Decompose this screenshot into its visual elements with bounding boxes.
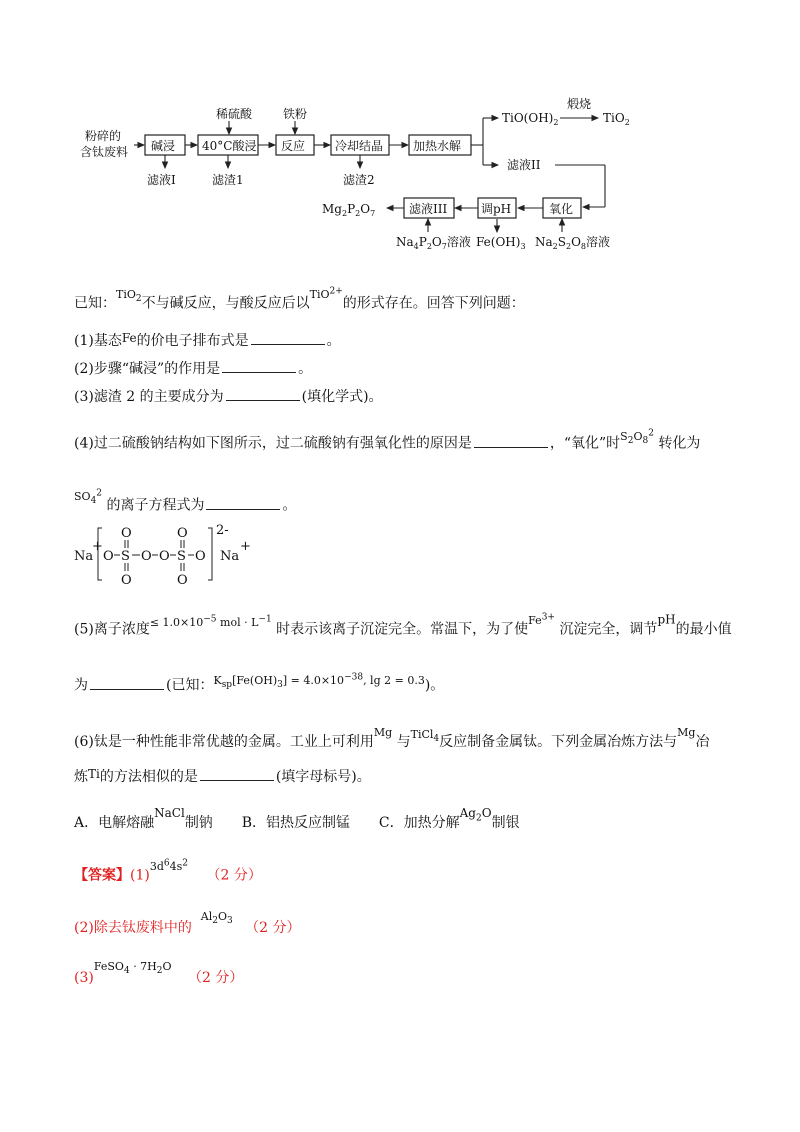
flow-tio-oh2: $TiO(OH)_2$ bbox=[502, 111, 559, 127]
flow-calcine: 煅烧 bbox=[567, 97, 592, 111]
svg-text:S: S bbox=[177, 549, 186, 564]
answer-blank[interactable] bbox=[474, 435, 548, 448]
question-3: (3)滤渣 2 的主要成分为 (填化学式)。 bbox=[74, 389, 383, 405]
question-2: (2)步骤“碱浸”的作用是 。 bbox=[74, 361, 313, 377]
flow-input-na4p2o7: $Na_4P_2O_7$溶液 bbox=[396, 235, 471, 251]
answer-blank[interactable] bbox=[206, 497, 280, 510]
option-c[interactable]: C．加热分解$Ag_2O$制银 bbox=[378, 806, 520, 831]
svg-text:O: O bbox=[159, 549, 170, 564]
svg-text:O: O bbox=[177, 573, 188, 588]
flow-input-line2: 含钛废料 bbox=[80, 145, 129, 159]
svg-text:O: O bbox=[121, 526, 132, 541]
answer-blank[interactable] bbox=[90, 677, 164, 690]
svg-text:反应: 反应 bbox=[281, 139, 306, 153]
persulfate-structure bbox=[70, 520, 270, 590]
flow-tio2: TiO$_2$ bbox=[603, 111, 630, 127]
answer-1: 【答案】$(1)^{3d^64s^2}$ （2 分） bbox=[74, 858, 262, 884]
question-6-options bbox=[74, 806, 520, 832]
question-4: (4)过二硫酸钠结构如下图所示，过二硫酸钠有强氧化性的原因是 ，“氧化”时$^{S_2O_8^2}$ 转化为 bbox=[74, 428, 701, 452]
question-6-line2: 炼Ti的方法相似的是 (填字母标号)。 bbox=[74, 767, 371, 785]
svg-text:氧化: 氧化 bbox=[549, 202, 574, 216]
answer-blank[interactable] bbox=[251, 332, 325, 345]
question-4-line2: $^{SO_4^2}$ 的离子方程式为 。 bbox=[74, 488, 297, 514]
svg-text:O: O bbox=[141, 549, 152, 564]
svg-text:碱浸: 碱浸 bbox=[151, 139, 176, 153]
flow-output-filtrate1: 滤液I bbox=[147, 173, 176, 187]
process-flowchart bbox=[0, 0, 800, 260]
flow-input-line1: 粉碎的 bbox=[85, 129, 122, 143]
flow-final-product: $Mg_2P_2O_7$ bbox=[322, 202, 376, 218]
flow-input-iron-powder: 铁粉 bbox=[283, 107, 308, 121]
option-b[interactable]: B．铝热反应制锰 bbox=[241, 815, 351, 831]
flow-output-residue1: 滤渣1 bbox=[212, 173, 244, 187]
svg-text:冷却结晶: 冷却结晶 bbox=[335, 139, 384, 153]
answer-blank[interactable] bbox=[222, 360, 296, 373]
question-5-line2: 为 (已知：$^{K_{sp}[Fe(OH)_3] = 4.0\times 10^{-38}, lg 2 = 0.3}$)。 bbox=[74, 672, 445, 694]
svg-text:O: O bbox=[103, 549, 114, 564]
svg-text:O: O bbox=[177, 526, 188, 541]
option-a[interactable]: A．电解熔融NaCl制钠 bbox=[74, 806, 213, 831]
flow-filtrate2: 滤液II bbox=[507, 158, 541, 172]
svg-text:+: + bbox=[92, 539, 103, 554]
answer-blank[interactable] bbox=[226, 388, 300, 401]
flow-input-sulfuric-acid: 稀硫酸 bbox=[216, 107, 253, 121]
answer-3: $(3)^{FeSO_4 \cdot 7H_2O}$ （2 分） bbox=[74, 960, 244, 986]
svg-text:40°C酸浸: 40°C酸浸 bbox=[202, 139, 257, 153]
svg-text:+: + bbox=[240, 539, 251, 554]
flow-output-feoh3: $Fe(OH)_3$ bbox=[476, 235, 526, 251]
svg-text:S: S bbox=[121, 549, 130, 564]
answer-blank[interactable] bbox=[200, 768, 274, 781]
svg-text:加热水解: 加热水解 bbox=[413, 139, 462, 153]
answer-2: (2)除去钛废料中的 $^{Al_2O_3}$ （2 分） bbox=[74, 910, 301, 936]
question-1: (1)基态Fe的价电子排布式是 。 bbox=[74, 331, 341, 349]
svg-text:O: O bbox=[121, 573, 132, 588]
svg-text:2-: 2- bbox=[216, 523, 229, 538]
svg-text:滤液III: 滤液III bbox=[409, 202, 448, 216]
svg-text:Na: Na bbox=[74, 549, 94, 564]
known-statement: 已知：$^{TiO_2}$不与碱反应，与酸反应后以$^{TiO^{2+}}$的形式存在。回答下列问题： bbox=[74, 286, 525, 312]
flow-input-na2s2o8: $Na_2S_2O_8$溶液 bbox=[535, 235, 611, 251]
svg-text:O: O bbox=[195, 549, 206, 564]
flow-output-residue2: 滤渣2 bbox=[343, 173, 375, 187]
svg-text:调pH: 调pH bbox=[481, 202, 512, 216]
question-5: (5)离子浓度$^{\le 1.0\times 10^{-5} mol \cdot L^{-1}}$ 时表示该离子沉淀完全。常温下，为了使$^{Fe^{3+}}$ 沉淀完全，调节pH的最小值 bbox=[74, 612, 732, 638]
question-6: (6)钛是一种性能非常优越的金属。工业上可利用$^{Mg}$ 与$^{TiCl_4}$反应制备金属钛。下列金属冶炼方法与$^{Mg}$冶 bbox=[74, 726, 710, 750]
svg-text:Na: Na bbox=[220, 549, 240, 564]
